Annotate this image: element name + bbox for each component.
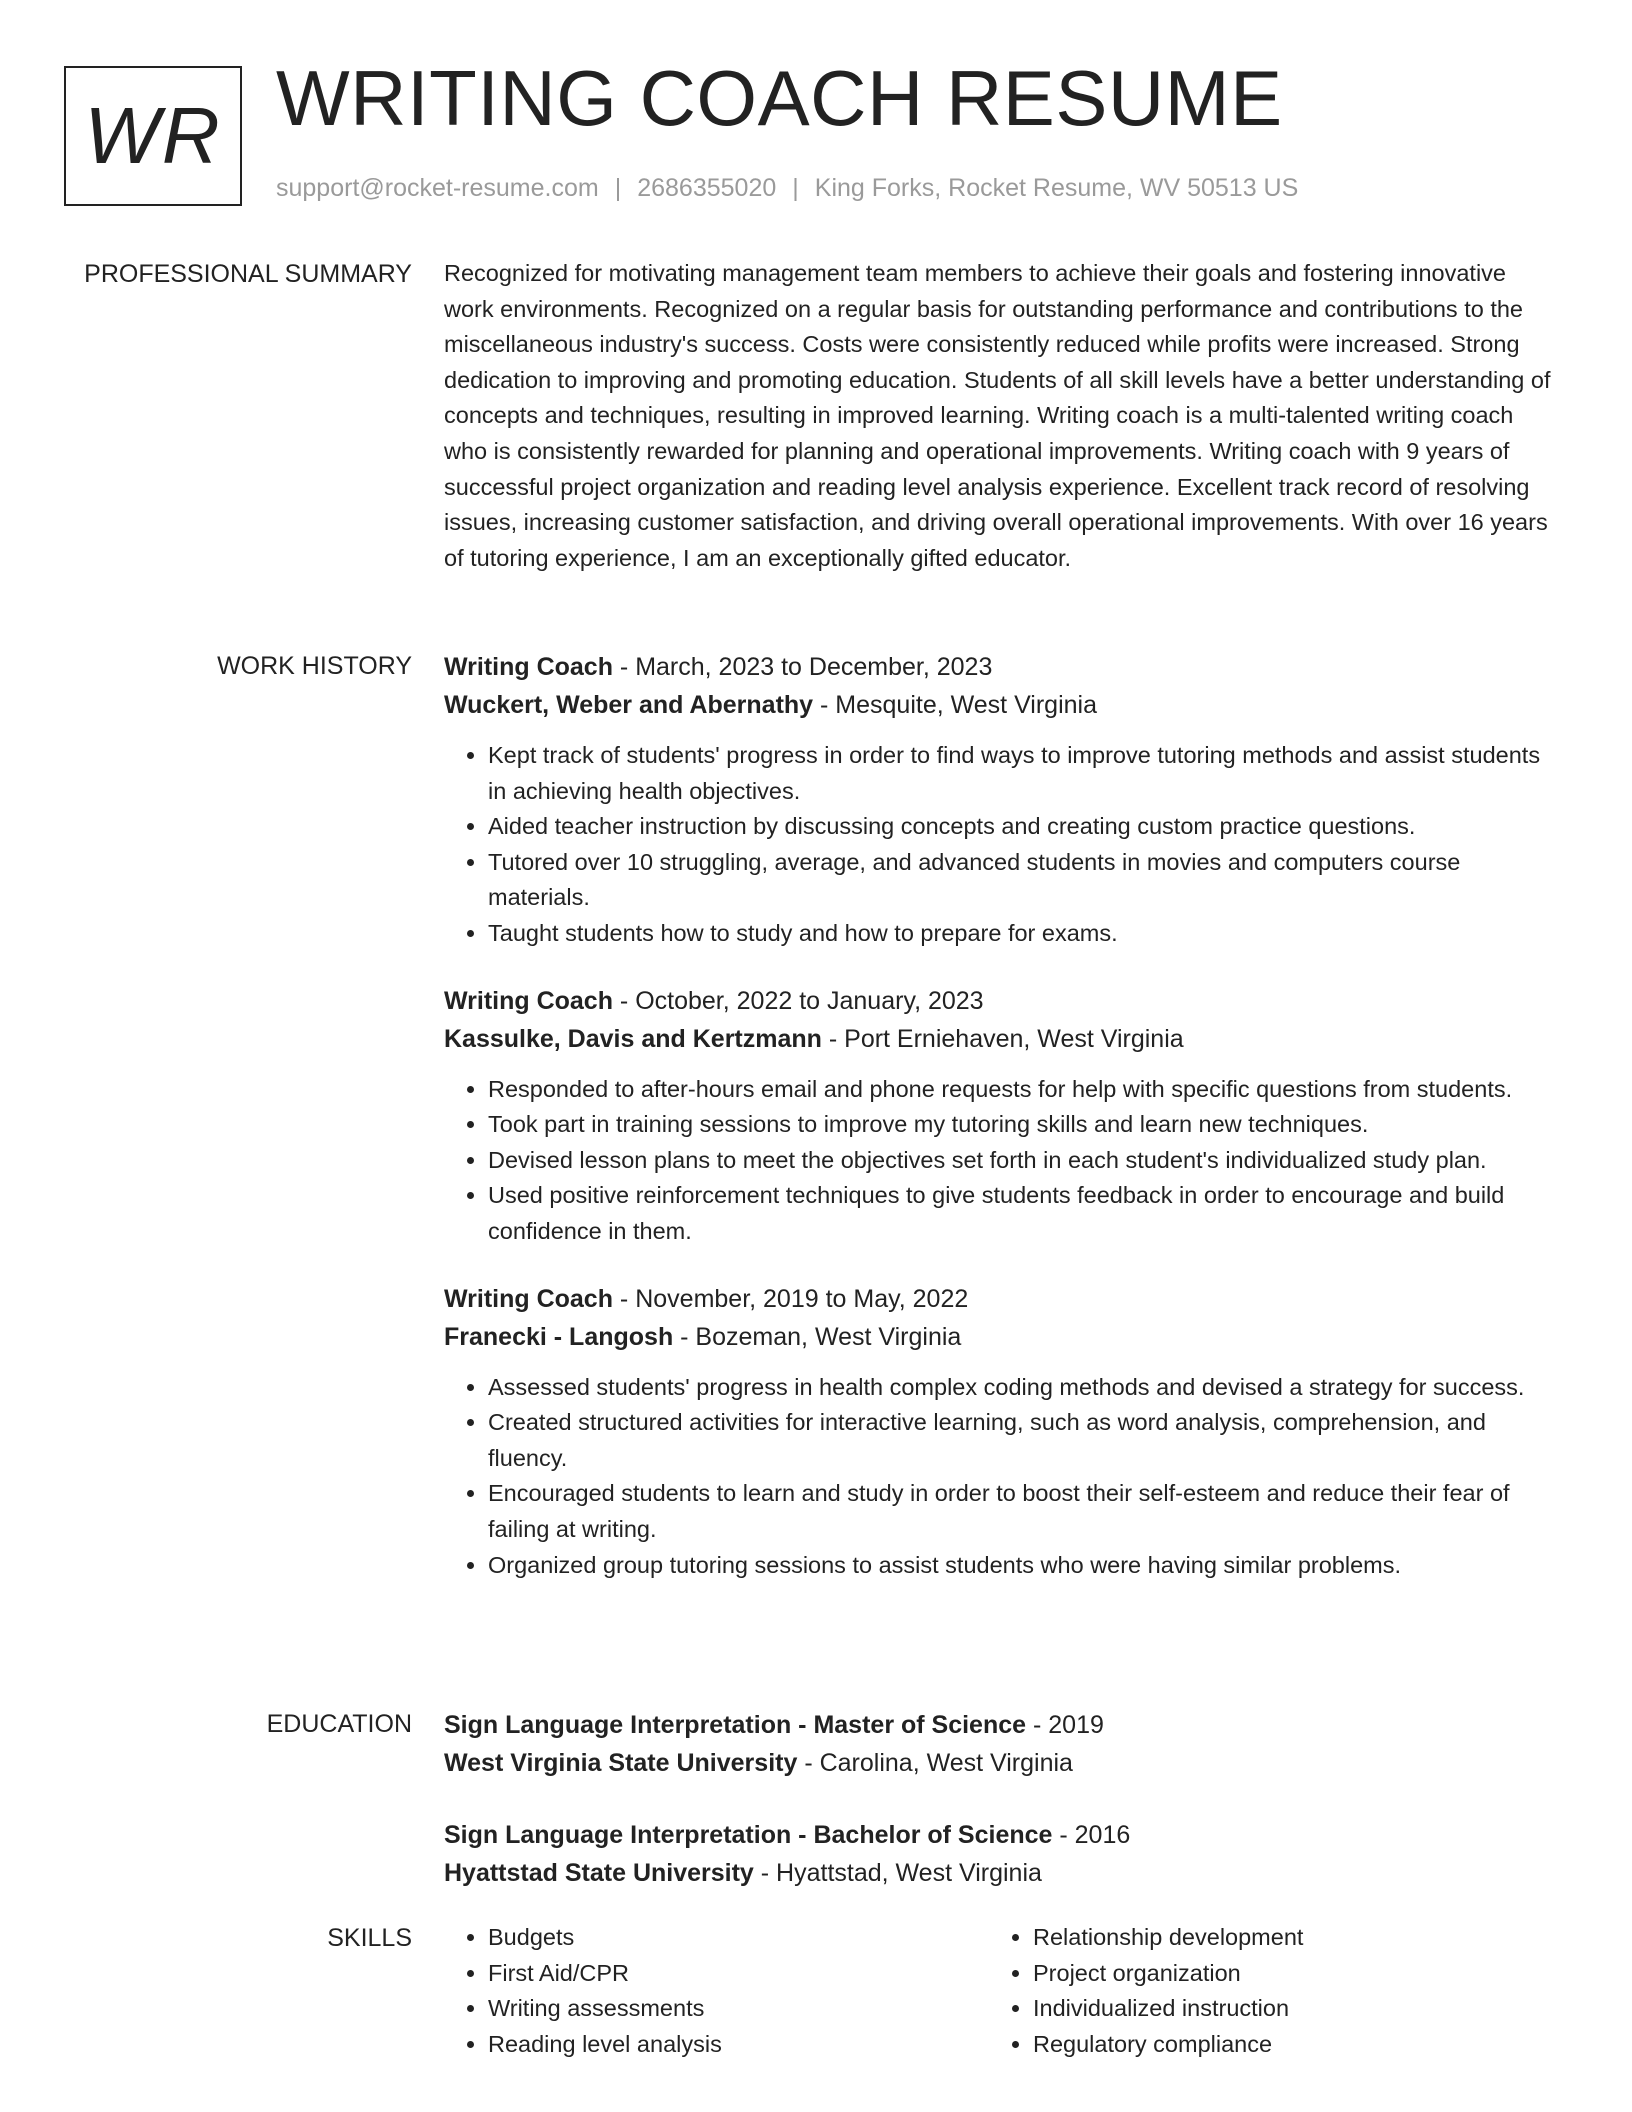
education-degree-line: [444, 1816, 1554, 1854]
education-entry: [444, 1816, 1554, 1892]
job-bullets: [444, 738, 1554, 952]
education-year: - 2019: [1026, 1711, 1104, 1739]
job-bullet: • Organized group tutoring sessions to assist students who were having similar problems.: [488, 1548, 1554, 1584]
job-company: Wuckert, Weber and Abernathy: [444, 691, 814, 719]
contact-separator: |: [792, 174, 799, 202]
job-title-line: [444, 982, 1554, 1020]
education-school-line: [444, 1744, 1554, 1782]
job-title: Writing Coach: [444, 653, 613, 681]
skill-item: • Writing assessments: [488, 1991, 989, 2027]
education-degree-line: [444, 1706, 1554, 1744]
work-history-label: WORK HISTORY: [217, 652, 412, 680]
job-location: - Port Erniehaven, West Virginia: [821, 1024, 1184, 1053]
contact-separator: |: [614, 174, 622, 202]
job-location: - Bozeman, West Virginia: [673, 1322, 962, 1351]
skill-item: • Individualized instruction: [1033, 1991, 1534, 2027]
job-dates: - March, 2023 to December, 2023: [612, 653, 993, 681]
contact-address: King Forks, Rocket Resume, WV 50513 US: [814, 174, 1299, 202]
job-bullet: • Created structured activities for interactive learning, such as word analysis, comprehension, and fluency.: [488, 1405, 1554, 1476]
job-bullets: [444, 1072, 1554, 1250]
job-entry: [444, 1280, 1554, 1584]
job-title: Writing Coach: [444, 1284, 613, 1313]
job-title-line: [444, 648, 1554, 686]
job-entry: [444, 982, 1554, 1250]
job-title: Writing Coach: [444, 986, 613, 1015]
job-dates: - November, 2019 to May, 2022: [612, 1284, 969, 1313]
education-location: - Hyattstad, West Virginia: [753, 1859, 1042, 1887]
education-degree: Sign Language Interpretation - Master of Science: [444, 1711, 1027, 1739]
job-bullet: • Devised lesson plans to meet the objectives set forth in each student's individualized study plan.: [488, 1143, 1554, 1179]
skill-item: • Project organization: [1033, 1956, 1534, 1992]
summary-text: Recognized for motivating management team members to achieve their goals and fostering innovative work environments. Recognized on a regular basis for outstanding performance and contributions to the miscellaneous industry's success. Costs were consistently reduced while profits were increased. Strong dedication to improving and promoting education. Students of all skill levels have a better understanding of concepts and techniques, resulting in improved learning. Writing coach is a multi-talented writing coach who is consistently rewarded for planning and operational improvements. Writing coach with 9 years of successful project organization and reading level analysis experience. Excellent track record of resolving issues, increasing customer satisfaction, and driving overall operational improvements. With over 16 years of tutoring experience, I am an exceptionally gifted educator.: [444, 260, 1551, 571]
page-title: WRITING COACH RESUME: [276, 54, 1283, 142]
job-company-line: [444, 686, 1554, 724]
job-title-line: [444, 1280, 1554, 1318]
skill-item: • Reading level analysis: [488, 2027, 989, 2063]
job-bullet: • Aided teacher instruction by discussing concepts and creating custom practice questions.: [488, 809, 1554, 845]
education-school: Hyattstad State University: [444, 1859, 754, 1887]
contact-line: [276, 174, 1298, 203]
skill-item: • Budgets: [488, 1920, 989, 1956]
education-entry: [444, 1706, 1554, 1782]
job-bullet: • Responded to after-hours email and phone requests for help with specific questions from students.: [488, 1072, 1554, 1108]
education-label: EDUCATION: [266, 1710, 412, 1738]
skill-item: • Relationship development: [1033, 1920, 1534, 1956]
job-company: Franecki - Langosh: [444, 1322, 674, 1351]
job-bullet: • Took part in training sessions to improve my tutoring skills and learn new techniques.: [488, 1107, 1554, 1143]
job-bullet: • Used positive reinforcement techniques to give students feedback in order to encourage and build confidence in them.: [488, 1178, 1554, 1249]
job-bullet: • Assessed students' progress in health complex coding methods and devised a strategy for success.: [488, 1370, 1554, 1406]
skills-column-left: [444, 1920, 989, 2062]
job-entry: [444, 648, 1554, 952]
skills-column-right: [989, 1920, 1534, 2062]
education-school-line: [444, 1854, 1554, 1892]
skill-item: • First Aid/CPR: [488, 1956, 989, 1992]
skills-label: SKILLS: [327, 1924, 412, 1952]
job-bullet: • Taught students how to study and how to prepare for exams.: [488, 916, 1554, 952]
education-location: - Carolina, West Virginia: [797, 1749, 1073, 1777]
job-dates: - October, 2022 to January, 2023: [612, 986, 984, 1015]
contact-email[interactable]: support@rocket-resume.com: [276, 174, 599, 202]
contact-phone[interactable]: 2686355020: [637, 174, 777, 202]
education-school: West Virginia State University: [444, 1749, 798, 1777]
job-bullet: • Kept track of students' progress in order to find ways to improve tutoring methods and assist students in achieving health objectives.: [488, 738, 1554, 809]
education-year: - 2016: [1052, 1821, 1131, 1849]
summary-label: PROFESSIONAL SUMMARY: [84, 260, 412, 288]
education-degree: Sign Language Interpretation - Bachelor of Science: [444, 1821, 1053, 1849]
job-company-line: [444, 1318, 1554, 1356]
job-bullets: [444, 1370, 1554, 1584]
job-location: - Mesquite, West Virginia: [813, 691, 1097, 719]
monogram: WR: [64, 66, 242, 206]
skills-grid: [444, 1920, 1554, 2062]
job-company-line: [444, 1020, 1554, 1058]
job-company: Kassulke, Davis and Kertzmann: [444, 1024, 822, 1053]
job-bullet: • Encouraged students to learn and study in order to boost their self-esteem and reduce their fear of failing at writing.: [488, 1476, 1554, 1547]
job-bullet: • Tutored over 10 struggling, average, and advanced students in movies and computers course materials.: [488, 845, 1554, 916]
skill-item: • Regulatory compliance: [1033, 2027, 1534, 2063]
